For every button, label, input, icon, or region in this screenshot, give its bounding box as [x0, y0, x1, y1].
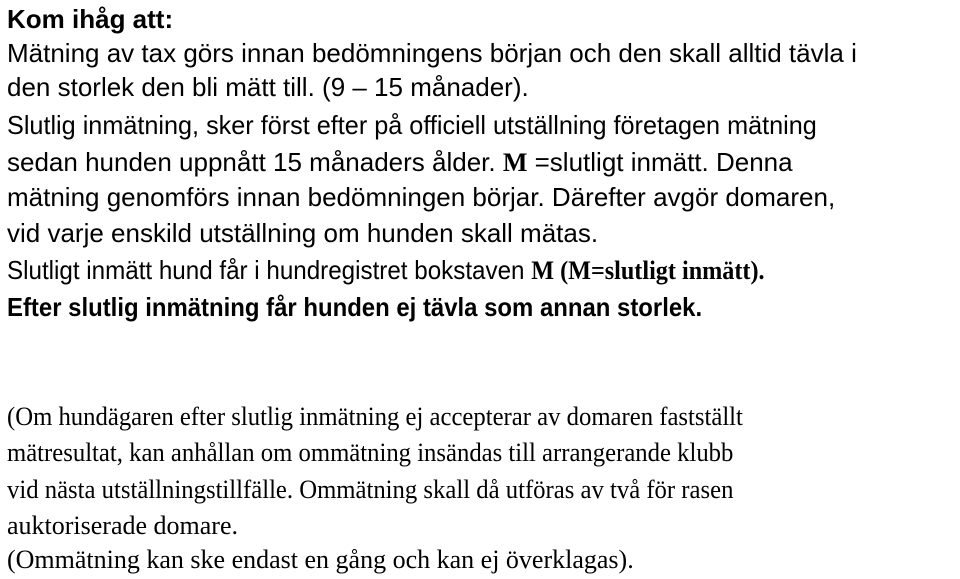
paragraph-line-12	[7, 511, 238, 541]
paragraph-line-11	[7, 475, 772, 505]
paragraph-line-8	[7, 292, 763, 322]
m-letter: M	[502, 148, 528, 177]
paragraph-line-1	[7, 38, 857, 68]
heading-text: Kom ihåg att:	[7, 4, 174, 34]
line-text: vid varje enskild utställning om hunden skall mätas.	[7, 218, 599, 248]
line-text: Slutlig inmätning, sker först efter på officiell utställning företagen mätning	[7, 110, 817, 140]
line-text: sedan hunden uppnått 15 månaders ålder.	[7, 147, 496, 177]
paragraph-line-10	[7, 438, 772, 468]
m-definition: M (M=slutligt inmätt).	[531, 256, 765, 285]
line-text: mätresultat, kan anhållan om ommätning insändas till arrangerande klubb	[7, 438, 734, 467]
paragraph-line-3	[7, 110, 842, 140]
paragraph-line-6	[7, 218, 598, 248]
line-text: (Om hundägaren efter slutlig inmätning ej accepterar av domaren fastställt	[7, 402, 743, 431]
paragraph-line-13	[7, 545, 634, 575]
line-text: (Ommätning kan ske endast en gång och kan ej överklagas).	[7, 545, 634, 574]
paragraph-line-4	[7, 147, 793, 178]
line-text: auktoriserade domare.	[7, 511, 239, 540]
line-text: Mätning av tax görs innan bedömningens början och den skall alltid tävla i	[7, 38, 857, 68]
line-text: Slutligt inmätt hund får i hundregistret bokstaven	[7, 255, 525, 285]
paragraph-line-5	[7, 182, 835, 212]
heading	[7, 4, 173, 34]
line-text: =slutligt inmätt. Denna	[534, 147, 793, 177]
paragraph-line-7	[7, 255, 822, 286]
line-text: Därefter avgör domaren,	[551, 182, 836, 212]
paragraph-line-2	[7, 72, 529, 102]
line-text: Efter slutlig inmätning får hunden ej tävla som annan storlek.	[7, 292, 703, 322]
line-text: den storlek den bli mätt till. (9 – 15 månader).	[7, 72, 529, 102]
line-text: vid nästa utställningstillfälle. Ommätning skall då utföras av två för rasen	[7, 475, 734, 504]
paragraph-line-9	[7, 402, 782, 432]
line-text: mätning genomförs innan bedömningen börjar.	[7, 182, 545, 212]
